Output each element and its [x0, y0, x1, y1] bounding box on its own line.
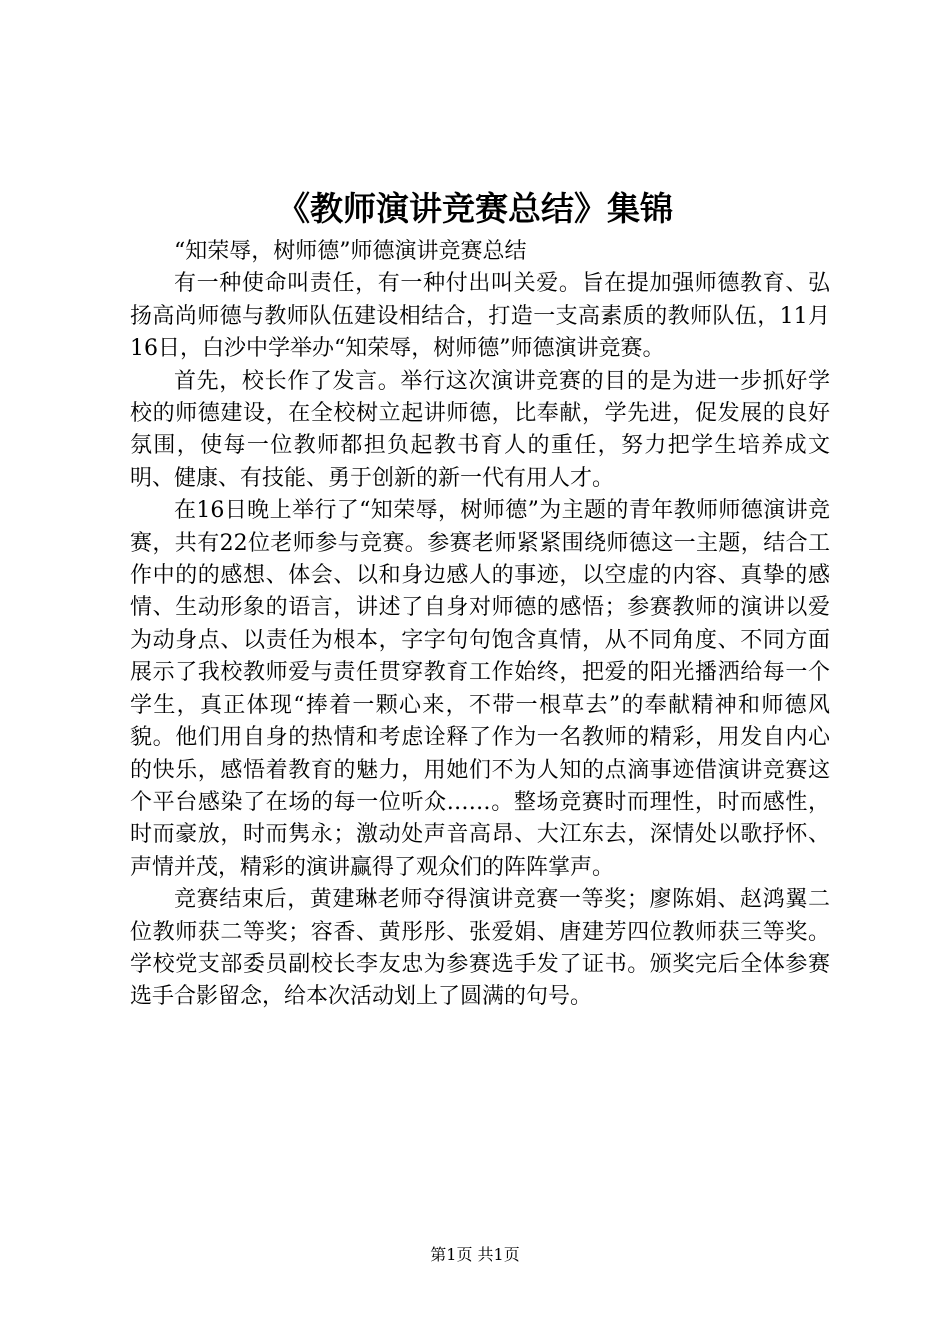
page-number-footer: 第1页 共1页 — [430, 1245, 520, 1264]
paragraph-competition-details: 在16日晚上举行了“知荣辱，树师德”为主题的青年教师师德演讲竞赛，共有22位老师参与竞赛。参赛老师紧紧围绕师德这一主题，结合工作中的的感想、体会、以和身边感人的事迹，以空虚的内容、真挚的感情、生动形象的语言，讲述了自身对师德的感悟；参赛教师的演讲以爱为动身点、以责任为根本，字字句句饱含真情，从不同角度、不同方面展示了我校教师爱与责任贯穿教育工作始终，把爱的阳光播洒给每一个学生，真正体现“捧着一颗心来，不带一根草去”的奉献精神和师德风貌。他们用自身的热情和考虑诠释了作为一名教师的精彩，用发自内心的快乐，感悟着教育的魅力，用她们不为人知的点滴事迹借演讲竞赛这个平台感染了在场的每一位听众……。整场竞赛时而理性，时而感性，时而豪放，时而隽永；激动处声音高昂、大江东去，深情处以歌抒怀、声情并茂，精彩的演讲赢得了观众们的阵阵掌声。 — [130, 498, 830, 880]
paragraph-awards: 竞赛结束后，黄建琳老师夺得演讲竞赛一等奖；廖陈娟、赵鸿翼二位教师获二等奖；容香、黄彤彤、张爱娟、唐建芳四位教师获三等奖。学校党支部委员副校长李友忠为参赛选手发了证书。颁奖完后全体参赛选手合影留念，给本次活动划上了圆满的句号。 — [130, 887, 830, 1010]
paragraph-principal-speech: 首先，校长作了发言。举行这次演讲竞赛的目的是为进一步抓好学校的师德建设，在全校树立起讲师德，比奉献，学先进，促发展的良好氛围，使每一位教师都担负起教书育人的重任，努力把学生培养成文明、健康、有技能、勇于创新的新一代有用人才。 — [130, 368, 830, 491]
document-title: 《教师演讲竞赛总结》集锦 — [277, 189, 673, 228]
paragraph-intro: 有一种使命叫责任，有一种付出叫关爱。旨在提加强师德教育、弘扬高尚师德与教师队伍建设相结合，打造一支高素质的教师队伍，11月16日，白沙中学举办“知荣辱，树师德”师德演讲竞赛。 — [130, 271, 830, 362]
document-body — [130, 236, 830, 1014]
document-subtitle: “知荣辱，树师德”师德演讲竞赛总结 — [174, 239, 527, 264]
